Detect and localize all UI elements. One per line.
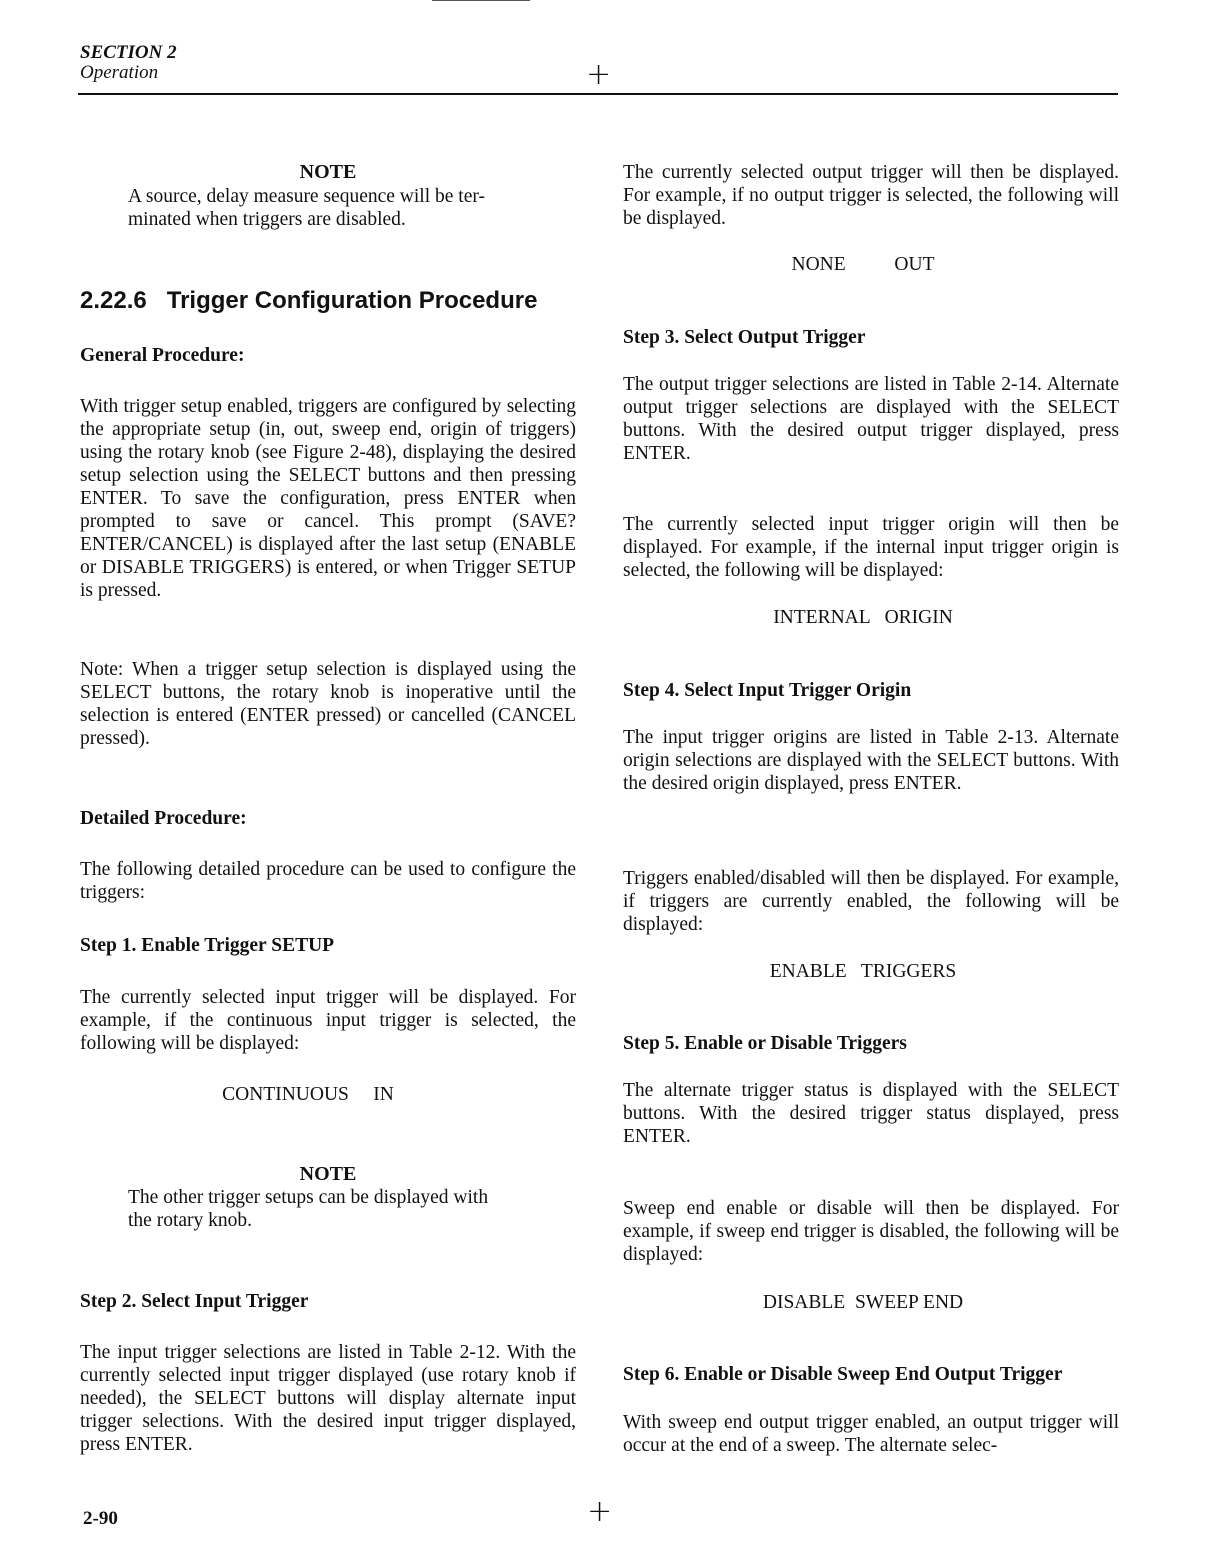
section-label: SECTION 2 <box>80 42 177 63</box>
registration-cross-icon: + <box>586 57 612 92</box>
step2-text: The input trigger selections are listed in Table 2-12. With the currently selected input trigger displayed (use rotary knob if needed), the SELECT buttons will display alternate input trigger selections. With the desired input trigger displayed, press ENTER. <box>80 1342 576 1455</box>
page-number: 2-90 <box>83 1508 118 1529</box>
sweep-end-display-readout: DISABLE SWEEP END <box>762 1292 964 1313</box>
general-procedure-text: With trigger setup enabled, triggers are configured by selecting the appropriate setup (in, out, sweep end, origin of triggers) using the rotary knob (see Figure 2-48), displaying the desired setup selection using the SELECT buttons and then pressing ENTER. To save the configuration, press ENTER when prompted to save or cancel. This prompt (SAVE? ENTER/CANCEL) is displayed after the last setup (ENABLE or DISABLE TRIGGERS) is entered, or when Trigger SETUP is pressed. <box>80 396 576 601</box>
step6-text: With sweep end output trigger enabled, an output trigger will occur at the end of a sweep. The alternate selec- <box>623 1412 1119 1456</box>
top-edge-mark <box>432 0 530 1</box>
note-line: A source, delay measure sequence will be ter- <box>128 186 485 207</box>
section-heading: 2.22.6 Trigger Configuration Procedure <box>80 287 538 314</box>
note-line: the rotary knob. <box>128 1210 253 1231</box>
note-title: NOTE <box>299 161 357 183</box>
step5-text: The alternate trigger status is displayed with the SELECT buttons. With the desired trigger status displayed, press ENTER. <box>623 1080 1119 1147</box>
general-procedure-heading: General Procedure: <box>80 345 245 366</box>
section-subtitle: Operation <box>80 62 159 83</box>
step5-heading: Step 5. Enable or Disable Triggers <box>623 1033 907 1054</box>
sweep-end-text: Sweep end enable or disable will then be displayed. For example, if sweep end trigger is disabled, the following will be displayed: <box>623 1198 1119 1265</box>
step3-heading: Step 3. Select Output Trigger <box>623 327 866 348</box>
none-out-display-readout: NONE OUT <box>791 254 935 275</box>
header-rule <box>78 93 1118 95</box>
step6-heading: Step 6. Enable or Disable Sweep End Output Trigger <box>623 1364 1063 1385</box>
step1-heading: Step 1. Enable Trigger SETUP <box>80 935 335 956</box>
registration-cross-icon: + <box>587 1494 613 1529</box>
step1-display-readout: CONTINUOUS IN <box>222 1084 394 1105</box>
note-paragraph: Note: When a trigger setup selection is displayed using the SELECT buttons, the rotary knob is inoperative until the selection is entered (ENTER pressed) or cancelled (CANCEL pressed). <box>80 659 576 749</box>
output-trigger-intro-text: The currently selected output trigger will then be displayed. For example, if no output trigger is selected, the following will be displayed. <box>623 162 1119 229</box>
step4-heading: Step 4. Select Input Trigger Origin <box>623 680 912 701</box>
origin-intro-text: The currently selected input trigger origin will then be displayed. For example, if the internal input trigger origin is selected, the following will be displayed: <box>623 514 1119 581</box>
note-line: minated when triggers are disabled. <box>128 209 406 230</box>
detailed-procedure-heading: Detailed Procedure: <box>80 808 247 829</box>
note-body <box>128 1186 538 1232</box>
step1-text: The currently selected input trigger will be displayed. For example, if the continuous input trigger is selected, the following will be displayed: <box>80 987 576 1054</box>
step2-heading: Step 2. Select Input Trigger <box>80 1291 309 1312</box>
origin-display-readout: INTERNAL ORIGIN <box>773 607 953 628</box>
note-title: NOTE <box>299 1163 357 1185</box>
triggers-enabled-text: Triggers enabled/disabled will then be displayed. For example, if triggers are currently enabled, the following will be displayed: <box>623 868 1119 935</box>
step3-text: The output trigger selections are listed in Table 2-14. Alternate output trigger selections are displayed with the SELECT buttons. With the desired output trigger displayed, press ENTER. <box>623 374 1119 464</box>
note-body <box>128 185 538 231</box>
note-line: The other trigger setups can be displayed with <box>128 1187 489 1208</box>
step4-text: The input trigger origins are listed in Table 2-13. Alternate origin selections are displayed with the SELECT buttons. With the desired origin displayed, press ENTER. <box>623 727 1119 794</box>
detailed-procedure-text: The following detailed procedure can be used to configure the triggers: <box>80 859 576 903</box>
enable-triggers-display-readout: ENABLE TRIGGERS <box>769 961 957 982</box>
